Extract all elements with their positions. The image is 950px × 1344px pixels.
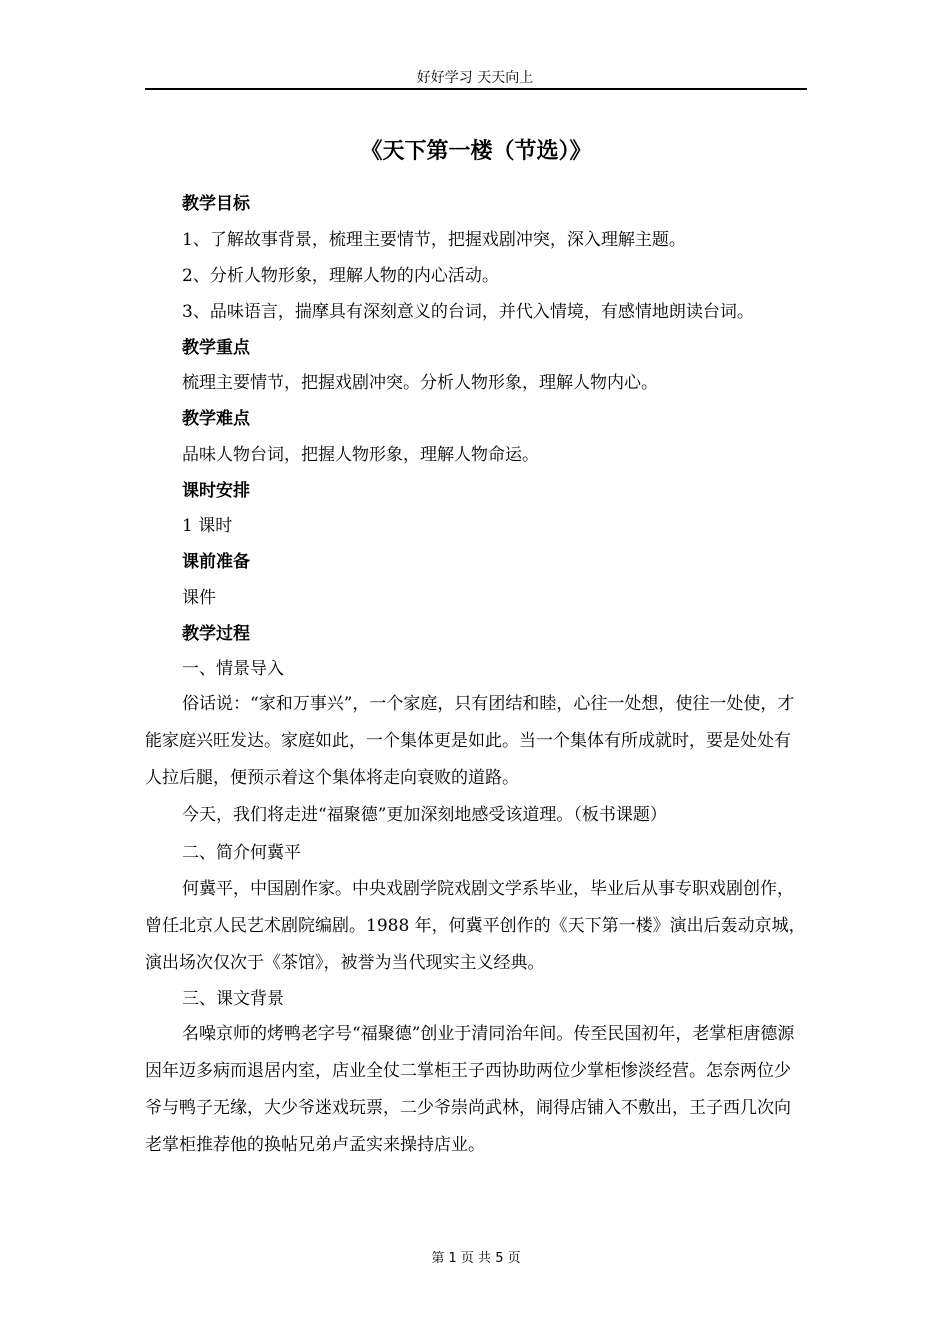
objective-3: 3、品味语言，揣摩具有深刻意义的台词，并代入情境，有感情地朗读台词。 — [182, 302, 754, 322]
process-heading: 教学过程 — [182, 624, 250, 644]
page-header: 好好学习 天天向上 — [416, 70, 534, 86]
step-1-paragraph-1: 俗话说：“家和万事兴”，一个家庭，只有团结和睦，心往一处想，使往一处使，才能家庭兴旺发达。家庭如此，一个集体更是如此。当一个集体有所成就时，要是处处有人拉后腿，便预示着这个集体将走向衰败的道路。 — [145, 694, 795, 788]
step-3-heading: 三、课文背景 — [182, 989, 284, 1009]
difficulties-heading: 教学难点 — [182, 409, 250, 429]
key-points-text: 梳理主要情节，把握戏剧冲突。分析人物形象，理解人物内心。 — [182, 373, 658, 393]
step-3-paragraph: 名噪京师的烤鸭老字号“福聚德”创业于清同治年间。传至民国初年，老掌柜唐德源因年迈多病而退居内室，店业全仗二掌柜王子西协助两位少掌柜惨淡经营。怎奈两位少爷与鸭子无缘，大少爷迷戏玩票，二少爷崇尚武林，闹得店铺入不敷出，王子西几次向老掌柜推荐他的换帖兄弟卢孟实来操持店业。 — [145, 1024, 795, 1155]
step-2-paragraph: 何冀平，中国剧作家。中央戏剧学院戏剧文学系毕业，毕业后从事专职戏剧创作，曾任北京人民艺术剧院编剧。1988 年，何冀平创作的《天下第一楼》演出后轰动京城，演出场次仅次于《茶馆》，被誉为当代现实主义经典。 — [145, 879, 806, 973]
objectives-heading: 教学目标 — [182, 194, 250, 214]
objective-1: 1、了解故事背景，梳理主要情节，把握戏剧冲突，深入理解主题。 — [182, 230, 686, 250]
step-1-heading: 一、情景导入 — [182, 659, 284, 679]
step-2-heading: 二、简介何冀平 — [182, 843, 301, 863]
header-divider — [145, 88, 807, 90]
step-1-paragraph-2: 今天，我们将走进“福聚德”更加深刻地感受该道理。（板书课题） — [182, 805, 667, 825]
key-points-heading: 教学重点 — [182, 338, 250, 358]
schedule-text: 1 课时 — [182, 516, 233, 536]
difficulties-text: 品味人物台词，把握人物形象，理解人物命运。 — [182, 445, 539, 465]
document-title: 《天下第一楼（节选）》 — [360, 139, 592, 164]
page-footer: 第 1 页 共 5 页 — [431, 1251, 521, 1266]
preparation-text: 课件 — [182, 588, 216, 608]
preparation-heading: 课前准备 — [182, 552, 250, 572]
objective-2: 2、分析人物形象，理解人物的内心活动。 — [182, 266, 499, 286]
schedule-heading: 课时安排 — [182, 481, 250, 501]
